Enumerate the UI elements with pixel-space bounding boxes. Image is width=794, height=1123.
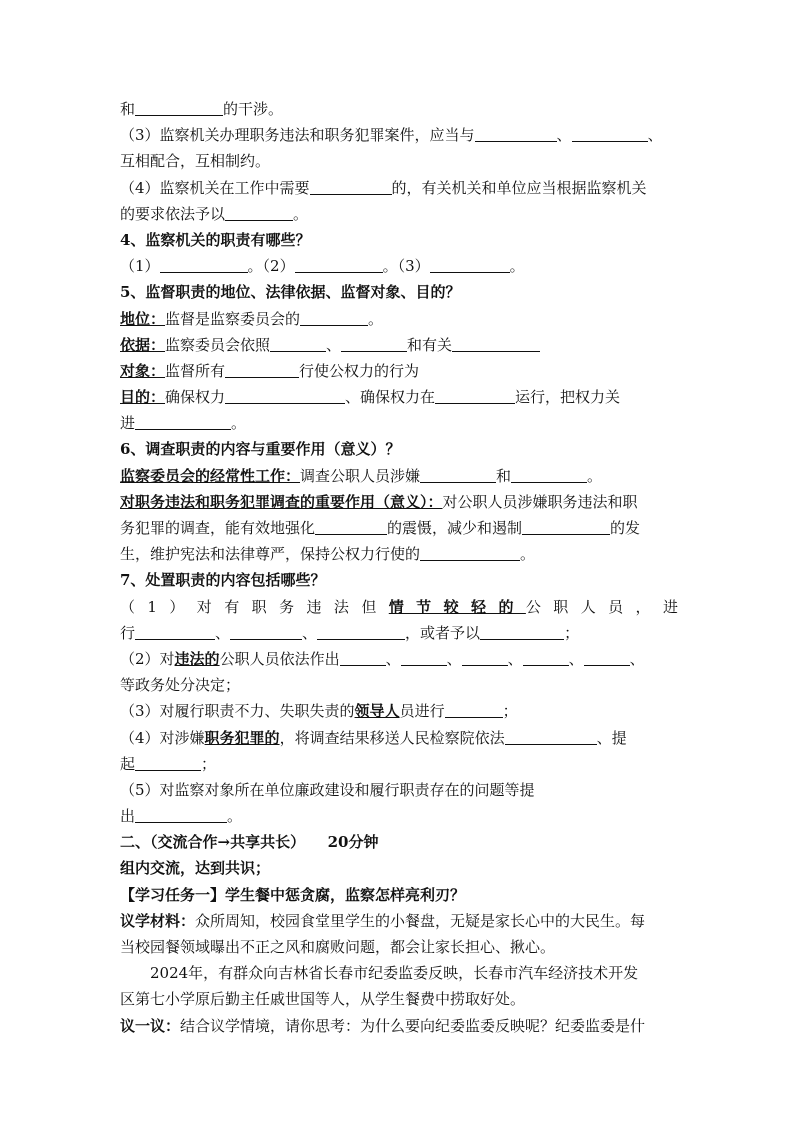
line-text: 、 (507, 649, 523, 668)
keyword-label: 对象： (120, 361, 166, 380)
line-text: 行使公权力的行为 (299, 361, 420, 380)
text-line-l15 (120, 463, 678, 489)
line-text: 二、（交流合作→共享共长） 20分钟 (120, 833, 379, 852)
line-text: ，或者予以 (405, 623, 481, 642)
line-text: 起 (120, 754, 136, 773)
fill-in-blank[interactable] (523, 650, 569, 666)
text-line-l31 (120, 882, 678, 908)
line-text: 进 (120, 414, 136, 433)
fill-in-blank[interactable] (505, 729, 597, 745)
text-line-l35 (120, 986, 678, 1012)
text-line-l16 (120, 489, 678, 515)
line-text: 出 (120, 807, 136, 826)
fill-in-blank[interactable] (135, 100, 223, 116)
line-text: 。 (520, 545, 536, 564)
text-line-l10 (120, 332, 678, 358)
line-text: ； (502, 702, 518, 721)
line-text: 、 (556, 126, 572, 145)
text-line-l14 (120, 436, 678, 462)
line-text: 对公职人员涉嫌职务违法和职 (442, 492, 638, 511)
fill-in-blank[interactable] (435, 388, 515, 404)
text-line-l09 (120, 306, 678, 332)
text-line-l19 (120, 567, 678, 593)
line-text: 和 (120, 100, 136, 118)
line-text: 监督是监察委员会的 (165, 309, 301, 328)
fill-in-blank[interactable] (445, 702, 503, 718)
line-text: 、 (385, 649, 401, 668)
line-text: ； (564, 623, 580, 642)
line-text: 7、处置职责的内容包括哪些？ (120, 571, 326, 590)
line-text: 监督所有 (165, 361, 226, 380)
line-text: （4）监察机关在工作中需要 (120, 178, 310, 197)
fill-in-blank[interactable] (341, 336, 407, 352)
fill-in-blank[interactable] (135, 807, 227, 823)
keyword-label: 监察委员会的经常性工作： (120, 466, 301, 485)
text-line-l20 (120, 594, 678, 620)
line-text: 、 (629, 649, 645, 668)
fill-in-blank[interactable] (401, 650, 447, 666)
fill-in-blank[interactable] (475, 126, 557, 142)
line-text: 、 (446, 649, 462, 668)
text-line-l33 (120, 934, 678, 960)
text-line-l32 (120, 908, 678, 934)
keyword-label: 议学材料： (120, 911, 196, 930)
line-text: 。 (509, 257, 525, 276)
line-text: 、 (326, 335, 342, 354)
line-text: 的，有关机关和单位应当根据监察机关 (391, 178, 647, 197)
line-text: （5）对监察对象所在单位廉政建设和履行职责存在的问题等提 (120, 780, 535, 799)
text-line-l06 (120, 227, 678, 253)
line-text: 。 (293, 204, 309, 223)
text-line-l11 (120, 358, 678, 384)
line-text: 、 (302, 623, 318, 642)
line-text: （1）对有职务违法但 (120, 597, 389, 616)
line-text: 的要求依法予以 (120, 204, 226, 223)
fill-in-blank[interactable] (452, 336, 540, 352)
text-line-l18 (120, 541, 678, 567)
line-text: 确保权力 (165, 388, 226, 407)
line-text: 。 (231, 414, 247, 433)
fill-in-blank[interactable] (511, 467, 587, 483)
line-text: 互相配合，互相制约。 (120, 152, 271, 171)
keyword-label: 违法的 (174, 649, 220, 668)
keyword-label: 对职务违法和职务犯罪调查的重要作用（意义）： (120, 492, 443, 511)
line-text: 和 (496, 466, 512, 485)
fill-in-blank[interactable] (430, 257, 510, 273)
line-text: 。（3） (382, 257, 430, 276)
line-text: 。 (368, 309, 384, 328)
keyword-label: 地位： (120, 309, 166, 328)
line-text: （2）对 (120, 649, 175, 668)
fill-in-blank[interactable] (340, 650, 386, 666)
keyword-label: 目的： (120, 388, 166, 407)
line-text: 公职人员依法作出 (219, 649, 340, 668)
fill-in-blank[interactable] (420, 545, 520, 561)
line-text: 等政务处分决定； (120, 676, 241, 695)
line-text: 监察委员会依照 (165, 335, 271, 354)
line-text: 运行，把权力关 (515, 388, 621, 407)
fill-in-blank[interactable] (480, 624, 564, 640)
line-text: 4、监察机关的职责有哪些？ (120, 230, 311, 249)
keyword-label: 职务犯罪的 (204, 728, 280, 747)
text-line-l25 (120, 725, 678, 751)
line-text: （4）对涉嫌 (120, 728, 205, 747)
keyword-label: 议一议： (120, 1016, 181, 1035)
text-line-l23 (120, 672, 678, 698)
line-text: 6、调查职责的内容与重要作用（意义）？ (120, 440, 401, 459)
text-line-l12 (120, 384, 678, 410)
line-text: 结合议学情境，请你思考：为什么要向纪委监委反映呢？纪委监委是什 (180, 1016, 646, 1035)
line-text: （1） (120, 257, 160, 276)
fill-in-blank[interactable] (225, 388, 345, 404)
line-text: 公职人员，进 (525, 597, 678, 616)
keyword-label: 情节较轻的 (388, 597, 526, 616)
text-line-l22 (120, 646, 678, 672)
text-line-l29 (120, 829, 678, 855)
fill-in-blank[interactable] (317, 624, 405, 640)
line-text: ； (201, 754, 217, 773)
line-text: 的震慑，减少和遏制 (387, 519, 523, 537)
text-line-l34 (120, 960, 678, 986)
line-text: （3）监察机关办理职务违法和职务犯罪案件，应当与 (120, 126, 475, 145)
fill-in-blank[interactable] (225, 205, 293, 221)
fill-in-blank[interactable] (135, 624, 215, 640)
fill-in-blank[interactable] (572, 126, 648, 142)
fill-in-blank[interactable] (270, 336, 326, 352)
text-line-l17 (120, 515, 678, 541)
line-text: 组内交流，达到共识； (120, 859, 271, 878)
line-text: 、提 (596, 728, 627, 747)
line-text: 。 (587, 466, 603, 485)
line-text: 、 (215, 623, 231, 642)
fill-in-blank[interactable] (584, 650, 630, 666)
fill-in-blank[interactable] (230, 624, 302, 640)
line-text: 的干涉。 (223, 100, 284, 118)
keyword-label: 依据： (120, 335, 166, 354)
text-line-l30 (120, 855, 678, 881)
line-text: 务犯罪的调查，能有效地强化 (120, 519, 316, 537)
line-text: 生，维护宪法和法律尊严，保持公权力行使的 (120, 545, 421, 564)
fill-in-blank[interactable] (310, 179, 392, 195)
text-line-l04 (120, 175, 678, 201)
text-line-l01 (120, 96, 678, 122)
fill-in-blank[interactable] (135, 755, 201, 771)
fill-in-blank[interactable] (462, 650, 508, 666)
text-line-l21 (120, 620, 678, 646)
fill-in-blank[interactable] (295, 257, 383, 273)
text-line-l05 (120, 201, 678, 227)
line-text: ，将调查结果移送人民检察院依法 (279, 728, 505, 747)
line-text: （3）对履行职责不力、失职失责的 (120, 702, 355, 721)
worksheet-body (120, 96, 678, 1039)
line-text: 和有关 (407, 335, 453, 354)
line-text: 调查公职人员涉嫌 (300, 466, 421, 485)
text-line-l36 (120, 1013, 678, 1039)
text-line-l02 (120, 122, 678, 148)
line-text: 行 (120, 623, 136, 642)
line-text: 、 (568, 649, 584, 668)
line-text: 员进行 (399, 702, 445, 721)
text-line-l27 (120, 777, 678, 803)
text-line-l13 (120, 410, 678, 436)
text-line-l07 (120, 253, 678, 279)
line-text: 众所周知，校园食堂里学生的小餐盘，无疑是家长心中的大民生。每 (195, 911, 646, 930)
line-text: 。（2） (247, 257, 295, 276)
fill-in-blank[interactable] (225, 362, 299, 378)
fill-in-blank[interactable] (315, 519, 387, 535)
text-line-l26 (120, 751, 678, 777)
line-text: 、确保权力在 (345, 388, 436, 407)
line-text: 。 (227, 807, 243, 826)
line-text: 【学习任务一】学生餐中惩贪腐，监察怎样亮利刃？ (120, 885, 466, 904)
keyword-label: 领导人 (354, 702, 400, 721)
text-line-l03 (120, 148, 678, 174)
line-text: 、 (647, 126, 663, 145)
line-text: 当校园餐领域曝出不正之风和腐败问题，都会让家长担心、揪心。 (120, 938, 556, 956)
line-text: 2024年，有群众向吉林省长春市纪委监委反映，长春市汽车经济技术开发 (150, 964, 639, 983)
fill-in-blank[interactable] (420, 467, 496, 483)
text-line-l08 (120, 279, 678, 305)
fill-in-blank[interactable] (160, 257, 248, 273)
line-text: 5、监督职责的地位、法律依据、监督对象、目的？ (120, 283, 461, 302)
text-line-l24 (120, 698, 678, 724)
fill-in-blank[interactable] (300, 310, 368, 326)
fill-in-blank[interactable] (522, 519, 610, 535)
fill-in-blank[interactable] (135, 414, 231, 430)
text-line-l28 (120, 803, 678, 829)
line-text: 的发 (610, 519, 641, 537)
line-text: 区第七小学原后勤主任戚世国等人，从学生餐费中捞取好处。 (120, 990, 526, 1009)
